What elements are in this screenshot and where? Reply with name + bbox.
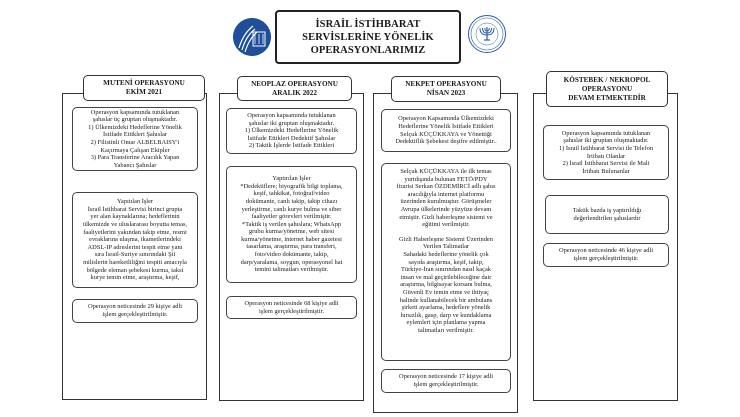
kostebek-actions-text: Taktik bazda iş yaptırıldığı değerlendirilen şahıslardır <box>572 206 642 222</box>
muteni-actions-box <box>72 192 198 288</box>
neoplaz-result-box <box>226 296 357 319</box>
nekpet-instructions-text: Gizli Haberleşme Sistemi Üzerinden Verilen Talimatlar Sahadaki hedeflerine yönelik çok sayıda araştırma, keşif, takip, Türkiye-İran sınırından nasıl kaçak insan ve mal geçirilebileceğine dair araştırma, bilgisayar korsanı bulma, Güvenli Ev temin etme ve ihtiyaç halinde kullanabilecek bir ambulans şirketi ayarlama, hedeflere yönelik hırsızlık, gasp, darp ve kundaklama eylemleri için planlama yapma talimatları verilmiştir. <box>399 235 493 334</box>
neoplaz-result-text: Operasyon neticesinde 68 kişiye adli işlem gerçekleştirilmiştir. <box>244 299 339 315</box>
muteni-groups-text: Operasyon kapsamında tutuklanan şahıslar üç gruptan oluşmaktadır. 1) Ülkemizdeki Hedeflerine Yönelik İstifade Ettikleri Şahıslar 2) Filistinli Omar ALBELBAISY'i Kaçırmaya Çalışan Ekipler 3) Para Transferine Aracılık Yapan Yabancı Şahıslar <box>88 108 182 169</box>
nekpet-result-text: Operasyon neticesinde 17 kişiye adli işlem gerçekleştirilmiştir. <box>398 373 494 388</box>
nekpet-actions-box <box>381 163 511 361</box>
muteni-groups-box <box>72 107 198 171</box>
neoplaz-groups-box <box>226 108 357 154</box>
nekpet-groups-box <box>381 109 511 152</box>
kostebek-groups-box <box>543 125 669 180</box>
nekpet-operation-title: NEKPET OPERASYONU NİSAN 2023 <box>391 76 501 102</box>
neoplaz-groups-text: Operasyon kapsamında tutuklanan şahıslar iki gruptan oluşmaktadır. 1) Ülkemizdeki Hedeflerine Yönelik İstifade Ettikleri Dedektif Şahıslar 2) Taktik İşlerde İstifade Ettikleri <box>244 112 339 150</box>
muteni-result-text: Operasyon neticesinde 29 kişiye adli işlem gerçekleştirilmiştir. <box>87 303 183 318</box>
nekpet-groups-text: Operasyon Kapsamında Ülkemizdeki Hedeflerine Yönelik İstifade Ettikleri Selçuk KÜÇÜKKAYA ve Yönettiği Dedektiflik Şebekesi deşifre edilmiştir.. <box>395 115 497 146</box>
neoplaz-operation-title: NEOPLAZ OPERASYONU ARALIK 2022 <box>237 76 352 101</box>
mossad-logo <box>468 15 506 53</box>
nekpet-contact-text: Selçuk KÜÇÜKKAYA ile ilk temas yurtdışında bulunan FETÖ/PDY firarisi Serkan ÖZDEMİRCİ adlı şahıs aracılığıyla internet platformu üzerinden kurulmuştur. Görüşmeler Avrupa ülkelerinde yüzyüze devam etmiştir. Gizli haberleşme sistemi ve eğitimi verilmiştir. <box>396 168 496 229</box>
page-title: İSRAİL İSTİHBARAT SERVİSLERİNE YÖNELİK OPERASYONLARIMIZ <box>302 18 434 56</box>
kostebek-result-text: Operasyon neticesinde 46 kişiye adli işlem gerçekleştirilmiştir. <box>558 247 654 262</box>
nekpet-result-box <box>381 369 511 393</box>
muteni-actions-text: Yapıtılan İşler İsrail İstihbarat Servisi birinci grupta yer alan kaynaklarına; hedeflerinin ülkemizde ve uluslararası boyutta temas, faaliyetlerini yakından takip etme, resmi evraklarına ulaşma, ikametlerindeki ADSL-IP adreslerini tespit etme yanı sıra İsrail-Suriye sınırındaki Şii milislerin hareketliliğini tespiti amacıyla bölgede eleman şebekesi kurma, taksi kurye temin etme, araştırma, keşif, <box>82 198 188 282</box>
kostebek-actions-box <box>545 195 669 234</box>
muteni-operation-title: MUTENİ OPERASYONU EKİM 2021 <box>83 75 205 101</box>
mit-logo <box>233 18 271 56</box>
muteni-result-box <box>72 299 198 323</box>
mit-emblem-icon <box>233 18 271 56</box>
kostebek-groups-text: Operasyon kapsamında tutuklanan şahıslar iki gruptan oluşmaktadır. 1) İsrail İstihbarat Servisi ile Telefon İrtibatı Olanlar 2) İsrail İstihbarat Servisi ile Mali İrtibatı Bulunanlar <box>558 129 654 175</box>
neoplaz-actions-box <box>226 166 357 283</box>
kostebek-operation-title: KÖSTEBEK / NEKROPOL OPERASYONU DEVAM ETMEKTEDİR <box>546 71 668 107</box>
neoplaz-actions-text: Yaptırılan İşler *Dedektiflere; biyografik bilgi toplama, keşif, tahkikat, fotoğraf/video dokümante, canlı takip, takip cihazı yerleştirme, canlı kurye bulma ve siber faaliyetler görevleri verilmiştir. *Taktik iş verilen şahıslara; WhatsApp grubu kurma/yönetme, web sitesi kurma/yönetme, internet haber gazetesi tasarlama, araştırma, para transferi, foto/video dokümante, takip, darp/yaralama, soygun, operasyonel hat temini talimatları verilmiştir. <box>240 175 343 274</box>
header-title-box <box>275 10 461 64</box>
menorah-seal-icon <box>469 16 505 52</box>
kostebek-result-box <box>543 243 669 267</box>
